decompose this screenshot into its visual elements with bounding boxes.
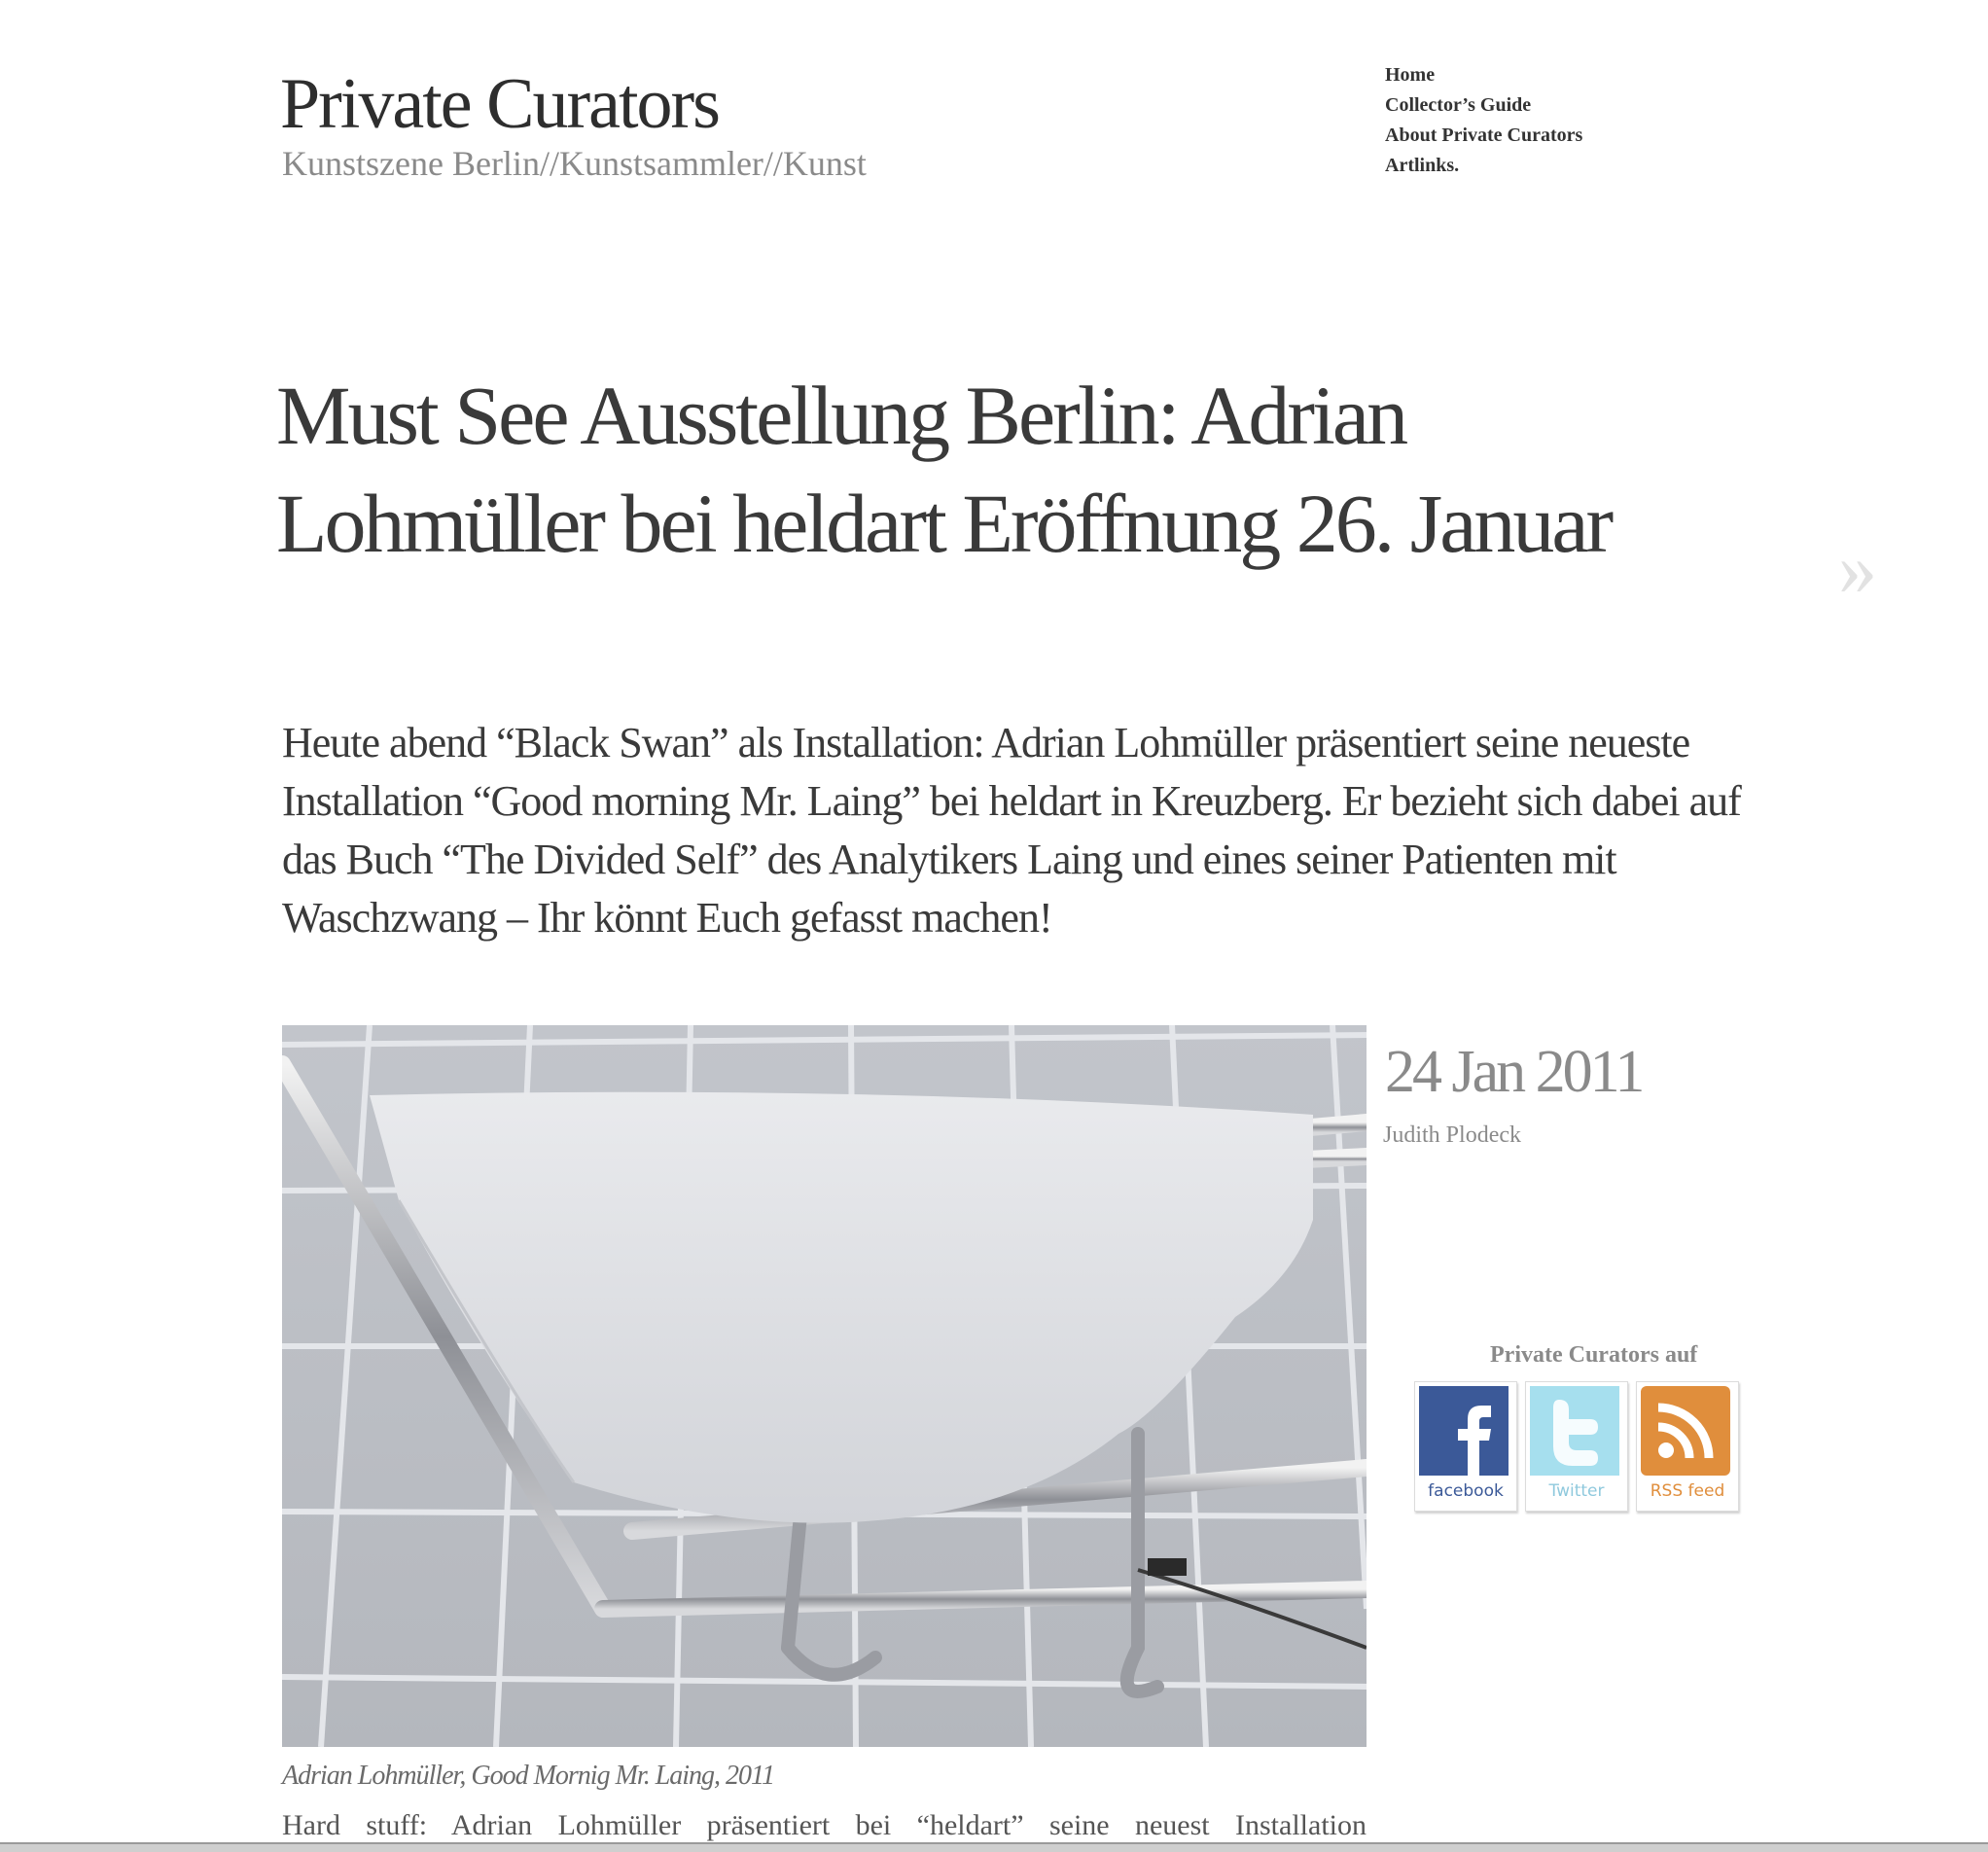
twitter-badge[interactable]	[1525, 1381, 1628, 1512]
twitter-label: Twitter	[1548, 1481, 1605, 1501]
post-image	[282, 1025, 1367, 1747]
rss-label: RSS feed	[1650, 1481, 1725, 1501]
site-tagline: Kunstszene Berlin//Kunstsammler//Kunst	[282, 144, 867, 183]
social-badges	[1414, 1381, 1739, 1512]
post-lead: Heute abend “Black Swan” als Installation: Adrian Lohmüller präsentiert seine neueste Installation “Good morning Mr. Laing” bei heldart in Kreuzberg. Er bezieht sich dabei auf das Buch “The Divided Self” des Analytikers Laing und eines seiner Patienten mit Waschzwang – Ihr könnt Euch gefasst machen!	[282, 719, 1741, 942]
nav-item-about[interactable]: About Private Curators	[1385, 125, 1583, 146]
post-title[interactable]: Must See Ausstellung Berlin: Adrian Lohmüller bei heldart Eröffnung 26. Januar	[276, 369, 1612, 570]
facebook-badge[interactable]	[1414, 1381, 1517, 1512]
nav-item-collectors-guide[interactable]: Collector’s Guide	[1385, 94, 1532, 116]
facebook-icon	[1419, 1386, 1509, 1476]
next-post-icon[interactable]: »	[1838, 526, 1877, 612]
main-nav	[1385, 60, 1582, 181]
image-caption: Adrian Lohmüller, Good Mornig Mr. Laing, 2011	[282, 1761, 774, 1791]
post-date: 24 Jan 2011	[1385, 1039, 1643, 1105]
twitter-icon	[1530, 1386, 1619, 1476]
window-bottom-edge	[0, 1842, 1988, 1852]
rss-badge[interactable]	[1636, 1381, 1739, 1512]
nav-item-home[interactable]: Home	[1385, 64, 1436, 86]
social-heading: Private Curators auf	[1490, 1342, 1698, 1368]
facebook-label: facebook	[1428, 1481, 1504, 1501]
post-body: Hard stuff: Adrian Lohmüller präsentiert bei “heldart” seine neuest Installation	[282, 1809, 1367, 1841]
rss-icon	[1641, 1386, 1730, 1476]
nav-item-artlinks[interactable]: Artlinks.	[1385, 155, 1460, 176]
site-title[interactable]: Private Curators	[280, 64, 719, 144]
post-author[interactable]: Judith Plodeck	[1383, 1122, 1521, 1148]
